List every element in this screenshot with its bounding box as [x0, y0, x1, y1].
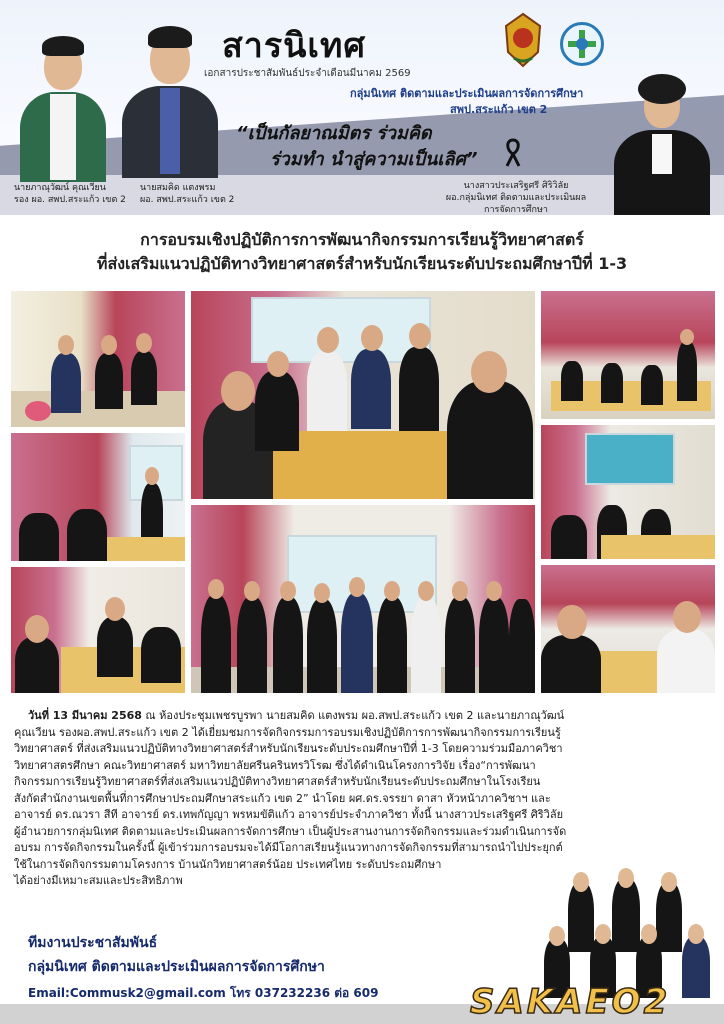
article-body-line-9: อบรม การจัดกิจกรรมในครั้งนี้ ผู้เข้าร่วมการอบรมจะได้มีโอกาสเรียนรู้แนวทางการจัดกิจกรรมที่สามารถนำไปประยุกต์	[14, 841, 563, 854]
photo-presentation-right	[540, 424, 716, 560]
article-date: วันที่ 13 มีนาคม 2568	[28, 709, 142, 722]
article-title	[0, 228, 724, 276]
slogan-line-1: “เป็นกัลยาณมิตร ร่วมคิด	[236, 123, 432, 144]
pr-team-group: กลุ่มนิเทศ ติดตามและประเมินผลการจัดการศึกษา	[28, 959, 325, 975]
deputy-director-photo	[20, 30, 106, 180]
article-body-line-11: ได้อย่างมีเหมาะสมและประสิทธิภาพ	[14, 874, 183, 887]
magazine-title: สารนิเทศ	[222, 26, 366, 66]
article-body-line-5: กิจกรรมการเรียนรู้วิทยาศาสตร์ที่ส่งเสริมแนวปฏิบัติทางวิทยาศาสตร์สำหรับนักเรียนระดับประถมศึกษาในโรงเรียน	[14, 775, 541, 788]
article-body-line-4: วิทยาศาสตรศึกษา คณะวิทยาศาสตร์ มหาวิทยาลัยศรีนครินทรวิโรฒ ซึ่งได้ดำเนินโครงการวิจัย เรื่อง“การพัฒนา	[14, 758, 536, 772]
article-body	[14, 708, 714, 890]
article-body-line-10: ใช้ในการจัดกิจกรรมตามโครงการ บ้านนักวิทยาศาสตร์น้อย ประเทศไทย ระดับประถมศึกษา	[14, 857, 442, 871]
caption-supervisor-position2: การจัดการศึกษา	[484, 205, 548, 215]
caption-deputy-name: นายภาณุวัฒน์ คุณเวียน	[14, 183, 106, 193]
area-office-logo-icon	[560, 22, 604, 66]
photo-workshop-right	[540, 564, 716, 694]
brand-logo-text: SAKAEO2	[470, 982, 671, 1022]
supervisor-director-photo	[614, 72, 710, 212]
caption-director-name: นายสมคิด แตงพรม	[140, 183, 216, 193]
photo-group-table	[190, 290, 536, 500]
article-body-line-6: สังกัดสำนักงานเขตพื้นที่การศึกษาประถมศึกษาสระแก้ว เขต 2” นำโดย ผศ.ดร.จรรยา ดาสา หัวหน้าภาควิชาฯ และ	[14, 791, 551, 805]
caption-supervisor-position: ผอ.กลุ่มนิเทศ ติดตามและประเมินผล	[445, 193, 587, 203]
article-body-line-8: ผู้อำนวยการกลุ่มนิเทศ ติดตามและประเมินผลการจัดการศึกษา เป็นผู้ประสานงานการจัดกิจกรรมและร่วมดำเนินการจัด	[14, 824, 567, 838]
caption-deputy-position: รอง ผอ. สพป.สระแก้ว เขต 2	[14, 195, 126, 205]
photo-group-standing	[190, 504, 536, 694]
mourning-ribbon-icon	[504, 138, 522, 168]
slogan-line-2: ร่วมทำ นำสู่ความเป็นเลิศ”	[270, 149, 478, 170]
contact-info: Email:Commusk2@gmail.com โทร 037232236 ต่อ 609	[28, 986, 379, 1000]
article-body-line-3: วิทยาศาสตร์ ที่ส่งเสริมแนวปฏิบัติทางวิทยาศาสตร์สำหรับนักเรียนระดับประถมศึกษาปีที่ 1-3 โดยความร่วมมือภาควิชา	[14, 742, 563, 755]
article-title-line-2: ที่ส่งเสริมแนวปฏิบัติทางวิทยาศาสตร์สำหรับนักเรียนระดับประถมศึกษาปีที่ 1-3	[96, 254, 628, 273]
caption-director	[140, 182, 234, 206]
article-body-line-7: อาจารย์ ดร.ณวรา สีที อาจารย์ ดร.เทพกัญญา พรหมขัติแก้ว อาจารย์ประจำภาควิชา ทั้งนี้ นางสาวประเสริฐศรี ศิริวิลัย	[14, 808, 564, 821]
photo-classroom-right	[540, 290, 716, 420]
header-banner	[0, 0, 724, 215]
photo-speaker-left	[10, 432, 186, 562]
caption-deputy	[14, 182, 126, 206]
caption-supervisor	[418, 180, 614, 215]
article-body-line-2: คุณเวียน รองผอ.สพป.สระแก้ว เขต 2 ได้เยี่ยมชมการจัดกิจกรรมการอบรมเชิงปฏิบัติการการพัฒนากิจกรรมการเรียนรู้	[14, 725, 561, 739]
team-group-photo	[532, 878, 722, 998]
article-body-line-1	[14, 708, 714, 725]
obec-emblem-icon	[500, 12, 546, 68]
article-title-line-1: การอบรมเชิงปฏิบัติการการพัฒนากิจกรรมการเรียนรู้วิทยาศาสตร์	[140, 230, 584, 249]
pr-team-title: ทีมงานประชาสัมพันธ์	[28, 935, 158, 951]
area-name: สพป.สระแก้ว เขต 2	[450, 103, 548, 116]
director-photo	[122, 22, 218, 176]
magazine-subtitle: เอกสารประชาสัมพันธ์ประจำเดือนมีนาคม 2569	[204, 68, 411, 79]
photo-sofa-visit	[10, 290, 186, 428]
article-body-line-1-text: ณ ห้องประชุมเพชรบูรพา นายสมคิด แตงพรม ผอ.สพป.สระแก้ว เขต 2 และนายภาณุวัฒน์	[141, 709, 565, 722]
caption-director-position: ผอ. สพป.สระแก้ว เขต 2	[140, 195, 235, 205]
group-name: กลุ่มนิเทศ ติดตามและประเมินผลการจัดการศึกษา	[350, 87, 584, 100]
photo-workshop-left	[10, 566, 186, 694]
caption-supervisor-name: นางสาวประเสริฐศรี ศิริวิลัย	[463, 181, 569, 191]
